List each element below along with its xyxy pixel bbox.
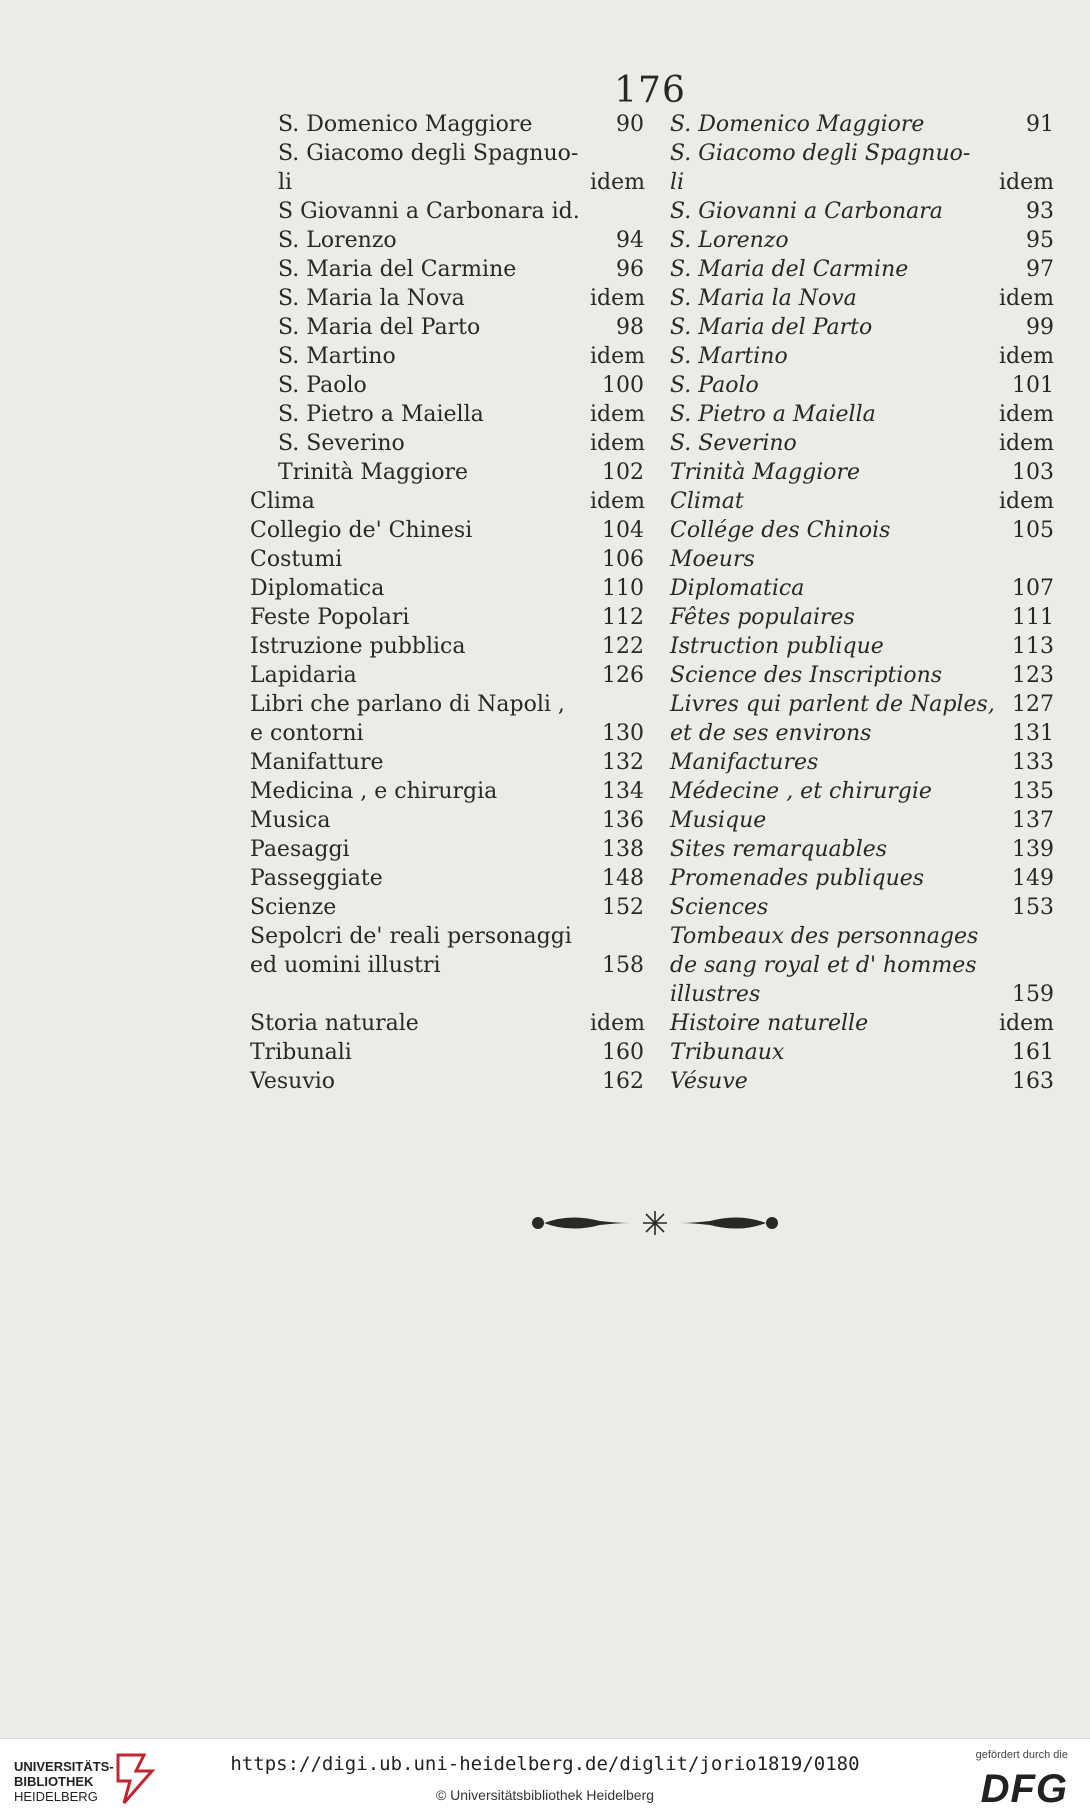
- italian-term: S. Giacomo degli Spagnuo- li: [278, 141, 579, 195]
- italian-term: Libri che parlano di Napoli , e contorni: [250, 692, 565, 746]
- french-term: Promenades publiques: [670, 866, 925, 891]
- italian-page: 110: [602, 576, 644, 601]
- french-term: Livres qui parlent de Naples, et de ses environs: [670, 692, 995, 746]
- french-term: Diplomatica: [670, 576, 805, 601]
- index-table: [0, 110, 1090, 1096]
- italian-term: Vesuvio: [250, 1069, 336, 1094]
- italian-term: Trinità Maggiore: [278, 460, 469, 485]
- italian-page: 90: [616, 112, 644, 137]
- index-row: [0, 1009, 1090, 1038]
- french-page: idem: [999, 489, 1054, 514]
- italian-term: S. Martino: [278, 344, 396, 369]
- italian-term: Diplomatica: [250, 576, 385, 601]
- italian-term: S. Severino: [278, 431, 405, 456]
- italian-term: S Giovanni a Carbonara id.: [278, 199, 580, 224]
- italian-page: idem: [590, 489, 645, 514]
- italian-page: 136: [602, 808, 644, 833]
- italian-page: 96: [616, 257, 644, 282]
- italian-term: S. Domenico Maggiore: [278, 112, 533, 137]
- french-page: 113: [1012, 634, 1054, 659]
- dfg-caption: gefördert durch die: [975, 1749, 1068, 1761]
- french-page: 127 131: [1012, 692, 1054, 746]
- italian-page: 138: [602, 837, 644, 862]
- index-row: [0, 893, 1090, 922]
- italian-term: Costumi: [250, 547, 343, 572]
- italian-term: Paesaggi: [250, 837, 350, 862]
- italian-page: 122: [602, 634, 644, 659]
- italian-page: 98: [616, 315, 644, 340]
- index-row: [0, 1038, 1090, 1067]
- french-page: 137: [1012, 808, 1054, 833]
- italian-page: idem: [590, 344, 645, 369]
- italian-term: Tribunali: [250, 1040, 352, 1065]
- french-term: Tombeaux des personnages de sang royal et d' hommes illustres: [670, 924, 979, 1007]
- french-page: 95: [1026, 228, 1054, 253]
- index-row: [0, 458, 1090, 487]
- index-row: [0, 835, 1090, 864]
- italian-page: 158: [602, 953, 644, 978]
- french-page: 133: [1012, 750, 1054, 775]
- french-page: 135: [1012, 779, 1054, 804]
- french-page: 93: [1026, 199, 1054, 224]
- index-row: [0, 661, 1090, 690]
- french-term: S. Martino: [670, 344, 788, 369]
- french-page: idem: [999, 402, 1054, 427]
- index-row: [0, 255, 1090, 284]
- french-term: Tribunaux: [670, 1040, 785, 1065]
- italian-page: 94: [616, 228, 644, 253]
- index-row: [0, 313, 1090, 342]
- french-page: 139: [1012, 837, 1054, 862]
- italian-page: 162: [602, 1069, 644, 1094]
- italian-term: S. Maria del Carmine: [278, 257, 517, 282]
- french-term: S. Pietro a Maiella: [670, 402, 876, 427]
- index-row: [0, 139, 1090, 197]
- index-row: [0, 545, 1090, 574]
- italian-page: 130: [602, 721, 644, 746]
- library-logo-text: UNIVERSITÄTS- BIBLIOTHEK HEIDELBERG: [14, 1759, 114, 1804]
- italian-term: Passeggiate: [250, 866, 383, 891]
- french-page: 163: [1012, 1069, 1054, 1094]
- italian-term: Feste Popolari: [250, 605, 410, 630]
- italian-term: S. Maria del Parto: [278, 315, 481, 340]
- index-row: [0, 487, 1090, 516]
- french-term: Trinità Maggiore: [670, 460, 861, 485]
- french-term: S. Domenico Maggiore: [670, 112, 925, 137]
- french-page: 91: [1026, 112, 1054, 137]
- italian-term: Clima: [250, 489, 315, 514]
- italian-page: idem: [590, 402, 645, 427]
- italian-page: 100: [602, 373, 644, 398]
- italian-term: Storia naturale: [250, 1011, 419, 1036]
- french-term: S. Paolo: [670, 373, 759, 398]
- french-page: idem: [999, 431, 1054, 456]
- viewer-footer: [0, 1738, 1090, 1819]
- italian-term: Sepolcri de' reali personaggi ed uomini illustri: [250, 924, 572, 978]
- french-page: 105: [1012, 518, 1054, 543]
- index-row: [0, 371, 1090, 400]
- italian-page: idem: [590, 286, 645, 311]
- index-row: [0, 777, 1090, 806]
- italian-term: Medicina , e chirurgia: [250, 779, 498, 804]
- french-term: Climat: [670, 489, 744, 514]
- french-term: Musique: [670, 808, 767, 833]
- french-page: 101: [1012, 373, 1054, 398]
- french-term: Vésuve: [670, 1069, 748, 1094]
- italian-term: S. Paolo: [278, 373, 367, 398]
- index-row: [0, 864, 1090, 893]
- index-row: [0, 748, 1090, 777]
- index-row: [0, 400, 1090, 429]
- italian-term: Manifatture: [250, 750, 384, 775]
- french-term: Sciences: [670, 895, 769, 920]
- french-term: Histoire naturelle: [670, 1011, 869, 1036]
- index-row: [0, 429, 1090, 458]
- italian-page: 104: [602, 518, 644, 543]
- french-page: idem: [999, 286, 1054, 311]
- index-row: [0, 1067, 1090, 1096]
- french-term: Sites remarquables: [670, 837, 888, 862]
- page-number: 176: [614, 70, 686, 111]
- italian-term: Scienze: [250, 895, 337, 920]
- italian-term: Musica: [250, 808, 331, 833]
- italian-term: Istruzione pubblica: [250, 634, 466, 659]
- italian-term: S. Lorenzo: [278, 228, 397, 253]
- index-row: [0, 632, 1090, 661]
- italian-page: idem: [590, 170, 645, 195]
- italian-term: S. Maria la Nova: [278, 286, 465, 311]
- italian-page: 148: [602, 866, 644, 891]
- french-term: Moeurs: [670, 547, 755, 572]
- french-page: 123: [1012, 663, 1054, 688]
- french-page: idem: [999, 344, 1054, 369]
- french-term: S. Maria del Parto: [670, 315, 873, 340]
- french-term: Médecine , et chirurgie: [670, 779, 932, 804]
- french-term: S. Maria la Nova: [670, 286, 857, 311]
- italian-page: idem: [590, 1011, 645, 1036]
- french-page: 149: [1012, 866, 1054, 891]
- french-page: idem: [999, 170, 1054, 195]
- french-page: 103: [1012, 460, 1054, 485]
- index-row: [0, 922, 1090, 1009]
- index-row: [0, 574, 1090, 603]
- index-row: [0, 806, 1090, 835]
- french-term: S. Severino: [670, 431, 797, 456]
- dfg-logo: DFG: [980, 1767, 1068, 1811]
- italian-page: 132: [602, 750, 644, 775]
- french-page: 97: [1026, 257, 1054, 282]
- italian-page: 102: [602, 460, 644, 485]
- italian-page: 126: [602, 663, 644, 688]
- french-page: 107: [1012, 576, 1054, 601]
- italian-page: idem: [590, 431, 645, 456]
- italian-term: Collegio de' Chinesi: [250, 518, 473, 543]
- french-page: 153: [1012, 895, 1054, 920]
- copyright-text: © Universitätsbibliothek Heidelberg: [435, 1787, 655, 1803]
- french-page: idem: [999, 1011, 1054, 1036]
- index-row: [0, 226, 1090, 255]
- index-row: [0, 690, 1090, 748]
- page-url-link[interactable]: https://digi.ub.uni-heidelberg.de/diglit/jorio1819/0180: [230, 1753, 860, 1775]
- index-row: [0, 603, 1090, 632]
- index-row: [0, 516, 1090, 545]
- index-row: [0, 342, 1090, 371]
- french-term: Istruction publique: [670, 634, 884, 659]
- index-row: [0, 284, 1090, 313]
- french-page: 99: [1026, 315, 1054, 340]
- italian-page: 160: [602, 1040, 644, 1065]
- italian-term: Lapidaria: [250, 663, 357, 688]
- french-page: 159: [1012, 982, 1054, 1007]
- italian-term: S. Pietro a Maiella: [278, 402, 484, 427]
- index-row: [0, 197, 1090, 226]
- french-term: Fêtes populaires: [670, 605, 855, 630]
- italian-page: 152: [602, 895, 644, 920]
- french-page: 161: [1012, 1040, 1054, 1065]
- italian-page: 106: [602, 547, 644, 572]
- french-term: S. Lorenzo: [670, 228, 789, 253]
- french-term: S. Giacomo degli Spagnuo- li: [670, 141, 971, 195]
- index-row: [0, 110, 1090, 139]
- italian-page: 134: [602, 779, 644, 804]
- french-term: S. Giovanni a Carbonara: [670, 199, 943, 224]
- french-term: S. Maria del Carmine: [670, 257, 909, 282]
- french-term: Collége des Chinois: [670, 518, 891, 543]
- italian-page: 112: [602, 605, 644, 630]
- french-page: 111: [1012, 605, 1054, 630]
- french-term: Science des Inscriptions: [670, 663, 943, 688]
- ornament-divider: [530, 1205, 780, 1241]
- french-term: Manifactures: [670, 750, 819, 775]
